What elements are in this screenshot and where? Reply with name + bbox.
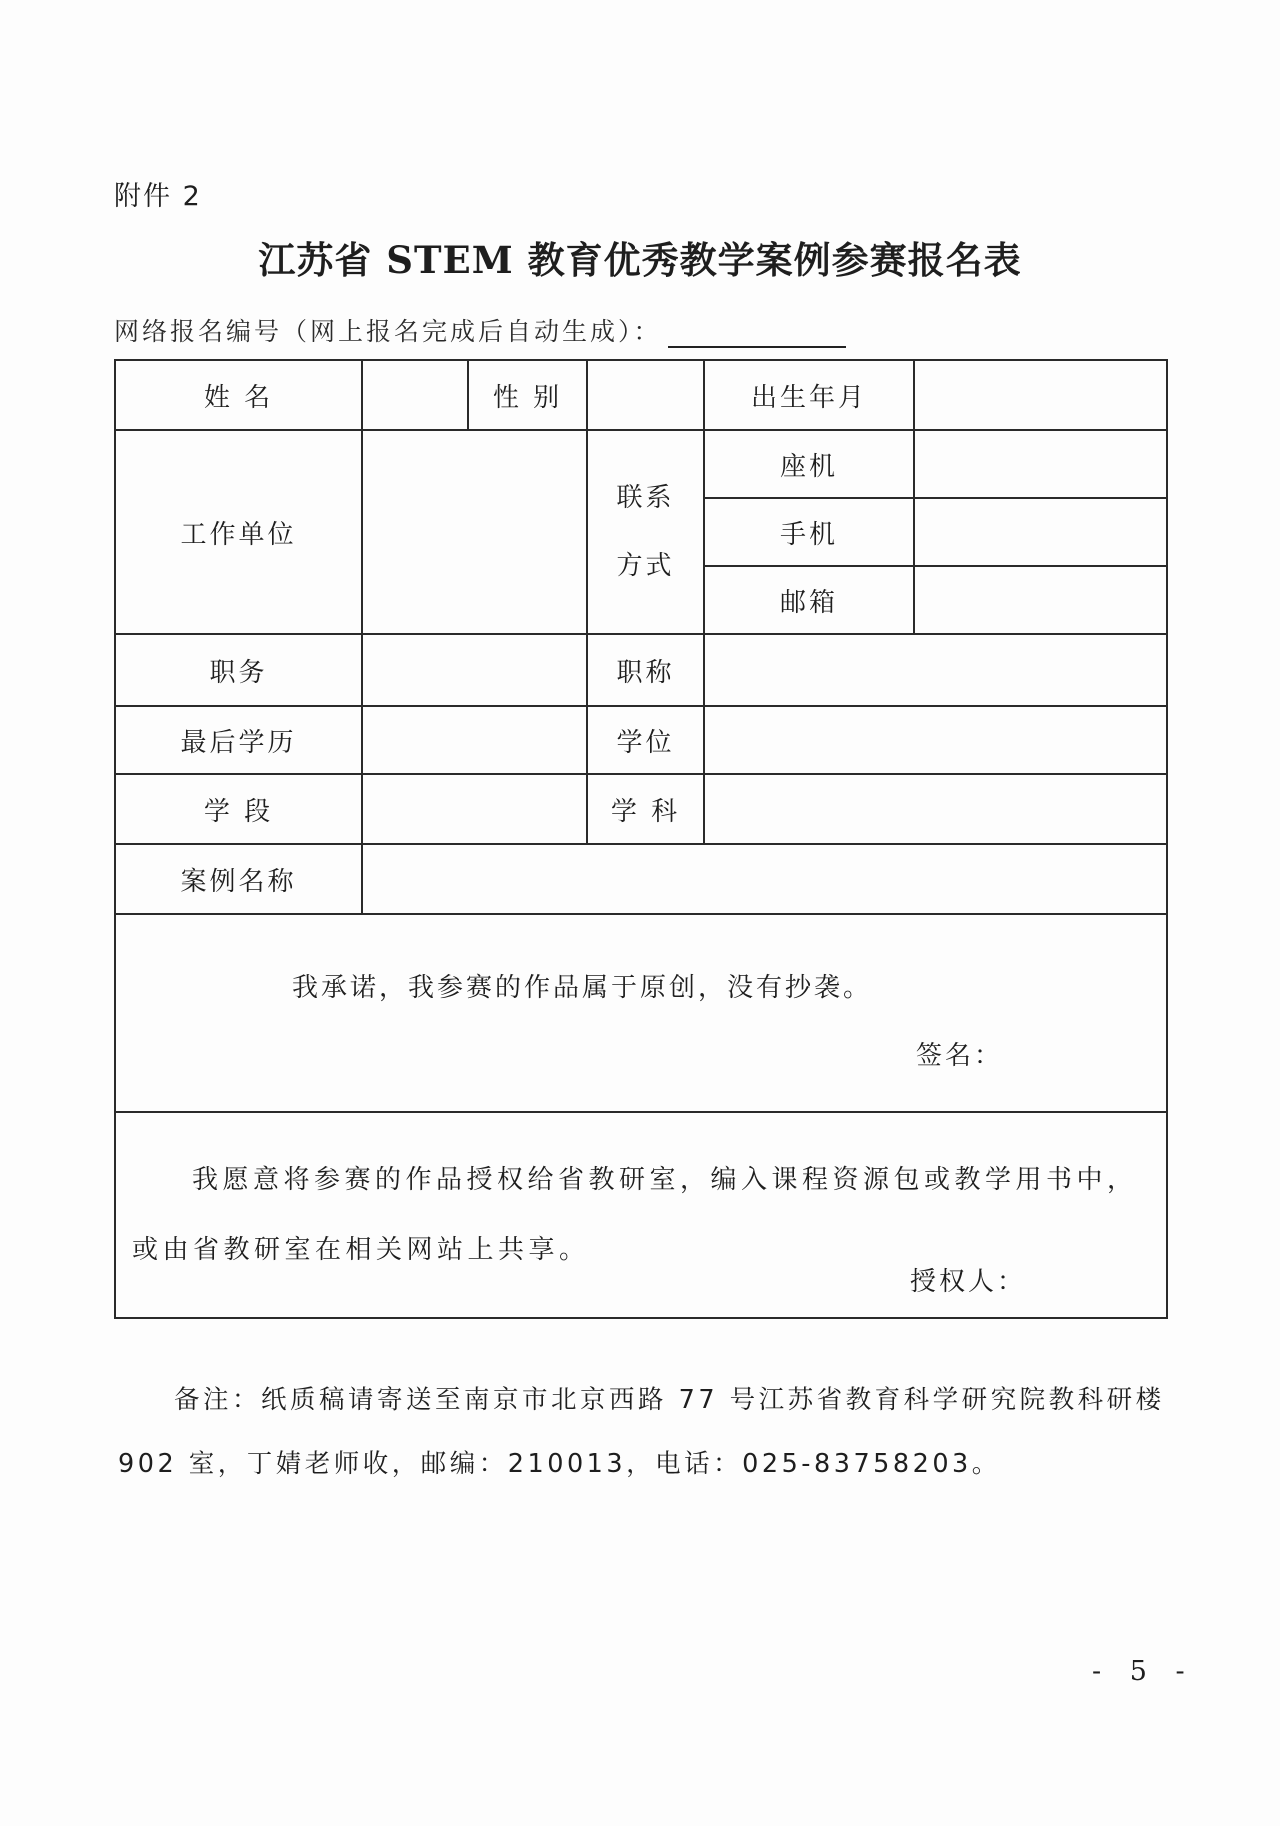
work-unit-value-cell[interactable] bbox=[362, 430, 587, 634]
table-row bbox=[115, 706, 1167, 774]
stage-value-cell[interactable] bbox=[362, 774, 587, 844]
title-label: 职称 bbox=[587, 634, 704, 706]
degree-value-cell[interactable] bbox=[704, 706, 1167, 774]
registration-number-line bbox=[114, 312, 846, 348]
contact-label bbox=[587, 430, 704, 634]
table-row bbox=[115, 430, 1167, 498]
signature-label: 签名： bbox=[916, 1041, 1004, 1071]
stage-label: 学 段 bbox=[115, 774, 362, 844]
pledge-text: 我承诺，我参赛的作品属于原创，没有抄袭。 bbox=[292, 973, 873, 1003]
table-row bbox=[115, 634, 1167, 706]
name-value-cell[interactable] bbox=[362, 360, 468, 430]
table-row bbox=[115, 844, 1167, 914]
position-label: 职务 bbox=[115, 634, 362, 706]
case-name-value-cell[interactable] bbox=[362, 844, 1167, 914]
position-value-cell[interactable] bbox=[362, 634, 587, 706]
education-value-cell[interactable] bbox=[362, 706, 587, 774]
work-unit-label: 工作单位 bbox=[115, 430, 362, 634]
degree-label: 学位 bbox=[587, 706, 704, 774]
attachment-label: 附件 2 bbox=[114, 181, 202, 212]
mobile-value-cell[interactable] bbox=[914, 498, 1167, 566]
page-title: 江苏省 STEM 教育优秀教学案例参赛报名表 bbox=[258, 238, 1022, 282]
authorization-text: 我愿意将参赛的作品授权给省教研室，编入课程资源包或教学用书中，或由省教研室在相关网站上共享。 bbox=[132, 1165, 1138, 1265]
table-row bbox=[115, 914, 1167, 1112]
registration-blank bbox=[668, 320, 846, 348]
title-value-cell[interactable] bbox=[704, 634, 1167, 706]
authorization-cell bbox=[115, 1112, 1167, 1318]
education-label: 最后学历 bbox=[115, 706, 362, 774]
mobile-label: 手机 bbox=[704, 498, 914, 566]
name-label: 姓 名 bbox=[115, 360, 362, 430]
pledge-cell bbox=[115, 914, 1167, 1112]
email-label: 邮箱 bbox=[704, 566, 914, 634]
contact-label-line1: 联系 bbox=[616, 483, 675, 513]
gender-label: 性 别 bbox=[468, 360, 587, 430]
remark-note: 备注：纸质稿请寄送至南京市北京西路 77 号江苏省教育科学研究院教科研楼 902 室，丁婧老师收，邮编：210013，电话：025-83758203。 bbox=[118, 1385, 1165, 1479]
table-row bbox=[115, 774, 1167, 844]
page-number: - 5 - bbox=[1092, 1656, 1195, 1687]
email-value-cell[interactable] bbox=[914, 566, 1167, 634]
birth-label: 出生年月 bbox=[704, 360, 914, 430]
registration-label: 网络报名编号（网上报名完成后自动生成）： bbox=[114, 317, 662, 346]
contact-label-line2: 方式 bbox=[616, 551, 675, 581]
case-name-label: 案例名称 bbox=[115, 844, 362, 914]
table-row bbox=[115, 1112, 1167, 1318]
subject-label: 学 科 bbox=[587, 774, 704, 844]
landline-label: 座机 bbox=[704, 430, 914, 498]
registration-form-table bbox=[114, 359, 1168, 1319]
gender-value-cell[interactable] bbox=[587, 360, 704, 430]
birth-value-cell[interactable] bbox=[914, 360, 1167, 430]
table-row bbox=[115, 360, 1167, 430]
landline-value-cell[interactable] bbox=[914, 430, 1167, 498]
authorizer-label: 授权人： bbox=[910, 1267, 1027, 1297]
subject-value-cell[interactable] bbox=[704, 774, 1167, 844]
